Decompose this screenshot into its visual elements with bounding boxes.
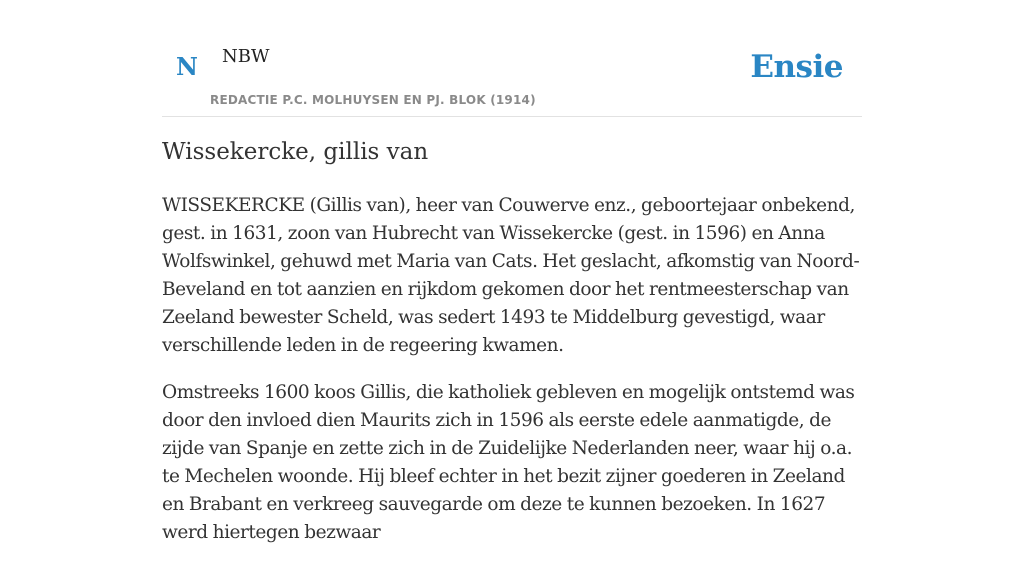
article-body xyxy=(162,192,862,566)
article-title: Wissekercke, gillis van xyxy=(162,139,429,165)
brand-logo[interactable]: Ensie xyxy=(750,49,843,85)
source-logo-icon[interactable]: N xyxy=(176,52,198,81)
article-paragraph: Omstreeks 1600 koos Gillis, die katholiek gebleven en mogelijk ontstemd was door den invloed dien Maurits zich in 1596 als eerste edele aanmatigde, de zijde van Spanje en zette zich in de Zuidelijke Nederlanden neer, waar hij o.a. te Mechelen woonde. Hij bleef echter in het bezit zijner goederen in Zeeland en Brabant en verkreeg sauvegarde om deze te kunnen bezoeken. In 1627 werd hiertegen bezwaar xyxy=(162,382,855,543)
site-header xyxy=(162,0,862,117)
article-paragraph: WISSEKERCKE (Gillis van), heer van Couwerve enz., geboortejaar onbekend, gest. in 1631, zoon van Hubrecht van Wissekercke (gest. in 1596) en Anna Wolfswinkel, gehuwd met Maria van Cats. Het geslacht, afkomstig van Noord-Beveland en tot aanzien en rijkdom gekomen door het rentmeesterschap van Zeeland bewester Scheld, was sedert 1493 te Middelburg gevestigd, waar verschillende leden in de regeering kwamen. xyxy=(162,195,860,356)
source-title[interactable]: NBW xyxy=(222,46,270,67)
source-subtitle: REDACTIE P.C. MOLHUYSEN EN PJ. BLOK (1914) xyxy=(210,93,536,107)
